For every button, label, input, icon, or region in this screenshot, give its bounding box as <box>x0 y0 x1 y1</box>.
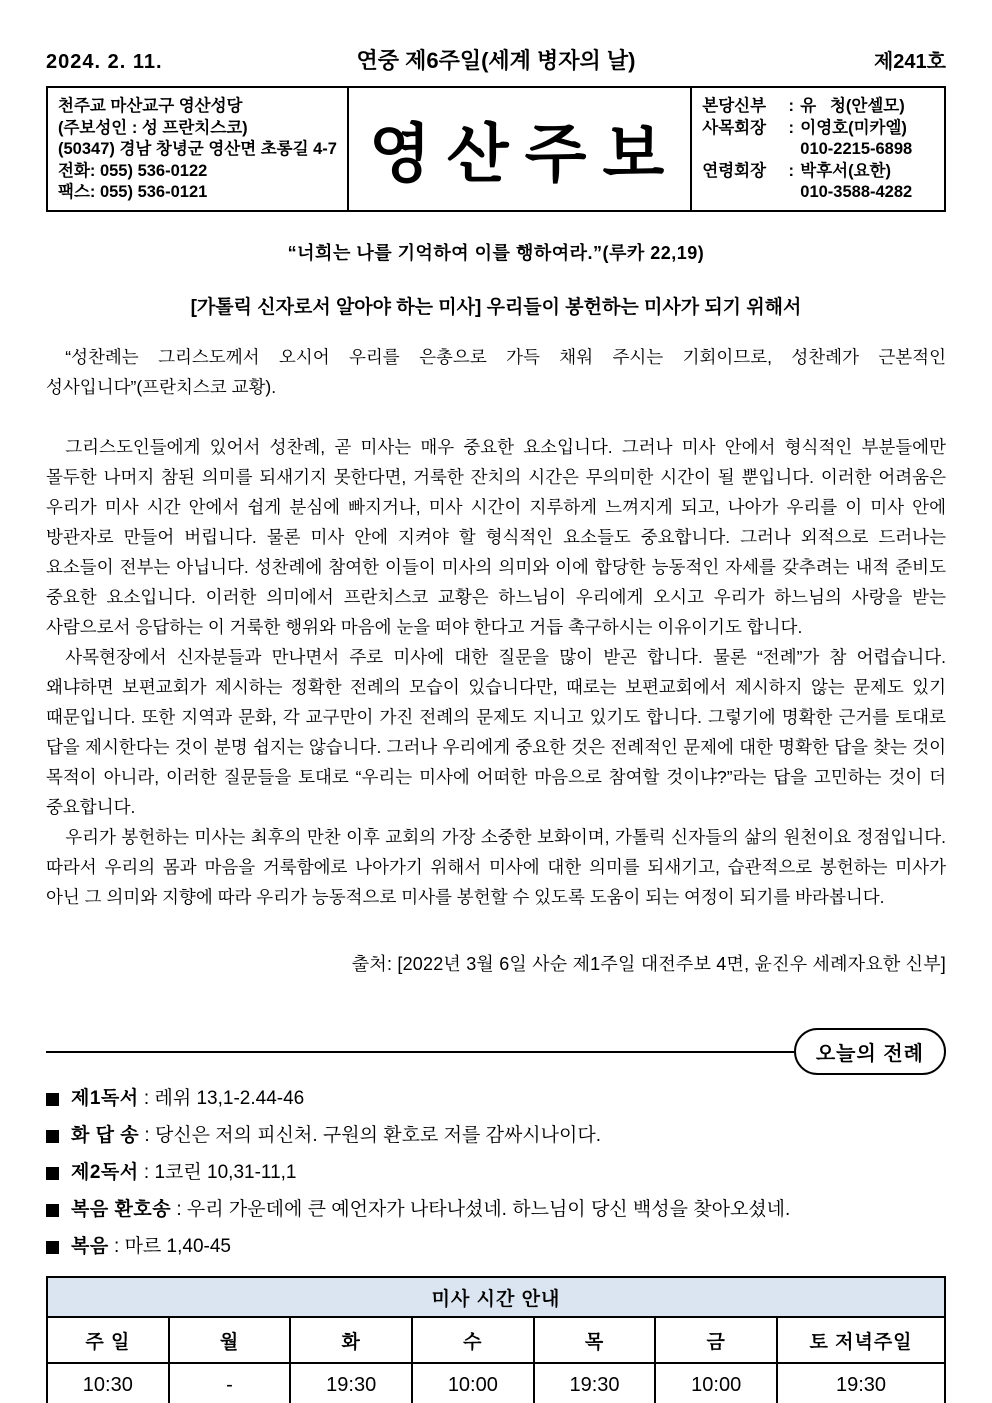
liturgy-text: 마르 1,40-45 <box>124 1236 231 1257</box>
time-cell: 19:30 <box>534 1363 656 1403</box>
contact-label: 사목회장 <box>702 118 767 137</box>
page-date: 2024. 2. 11. <box>46 51 163 73</box>
today-liturgy-badge: 오늘의 전례 <box>794 1028 946 1075</box>
contact-value: 박후서(요한) <box>800 161 891 180</box>
liturgy-label: 화 답 송 <box>71 1125 140 1146</box>
contact-label <box>702 139 782 161</box>
liturgy-label: 제2독서 <box>71 1162 139 1183</box>
contact-value: 이영호(미카엘) <box>800 118 907 137</box>
day-header-cell: 화 <box>290 1317 412 1363</box>
contact-row <box>702 96 934 118</box>
divider-line <box>46 1051 794 1053</box>
contact-sep <box>782 139 800 161</box>
schedule-title-row <box>47 1277 945 1317</box>
contact-value: 유 청(안셀모) <box>800 97 905 115</box>
source-line: 출처: [2022년 3월 6일 사순 제1주일 대전주보 4면, 윤진우 세례자요한 신부] <box>351 954 946 974</box>
time-cell: 19:30 <box>290 1363 412 1403</box>
bulletin-logo: 영산주보 <box>368 117 681 192</box>
day-header-cell: 금 <box>655 1317 777 1363</box>
square-bullet-icon <box>46 1130 59 1143</box>
liturgy-separator: : <box>108 1236 125 1257</box>
liturgy-text: 당신은 저의 피신처. 구원의 환호로 저를 감싸시나이다. <box>154 1125 601 1146</box>
square-bullet-icon <box>46 1241 59 1254</box>
contact-row <box>702 182 934 204</box>
contact-label <box>702 182 782 204</box>
liturgy-item <box>46 1086 946 1112</box>
church-name: 천주교 마산교구 영산성당 <box>58 97 243 115</box>
schedule-times-row <box>47 1363 945 1403</box>
time-cell: 10:30 <box>47 1363 169 1403</box>
church-fax: 팩스: 055) 536-0121 <box>58 183 208 201</box>
time-cell: 10:00 <box>412 1363 534 1403</box>
liturgy-separator: : <box>171 1199 187 1220</box>
issue-number: 제241호 <box>873 51 946 73</box>
contacts-info <box>692 88 944 210</box>
masthead-box <box>46 86 946 212</box>
page-title: 연중 제6주일(세계 병자의 날) <box>356 48 636 73</box>
contact-sep: : <box>788 118 795 137</box>
liturgy-item <box>46 1123 946 1149</box>
liturgy-list <box>46 1086 946 1260</box>
bulletin-logo-cell <box>347 88 692 210</box>
contact-sep: : <box>788 97 795 115</box>
day-header-cell: 주 일 <box>47 1317 169 1363</box>
schedule-title: 미사 시간 안내 <box>47 1277 945 1317</box>
scripture-quote: “너희는 나를 기억하여 이를 행하여라.”(루카 22,19) <box>287 243 705 263</box>
mass-schedule-table <box>46 1276 946 1403</box>
liturgy-text: 1코린 10,31-11,1 <box>154 1162 297 1183</box>
contact-sep: : <box>788 161 795 180</box>
top-line <box>46 44 946 75</box>
liturgy-item <box>46 1234 946 1260</box>
day-header-cell: 수 <box>412 1317 534 1363</box>
day-header-cell: 토 저녁주일 <box>777 1317 945 1363</box>
article-body <box>46 342 946 912</box>
contact-label: 연령회장 <box>702 161 767 180</box>
contact-sep <box>782 182 800 204</box>
contact-value: 010-2215-6898 <box>800 140 913 158</box>
time-cell: - <box>169 1363 291 1403</box>
paragraph: 사목현장에서 신자분들과 만나면서 주로 미사에 대한 질문을 많이 받곤 합니다. 물론 “전례”가 참 어렵습니다. 왜냐하면 보편교회가 제시하는 정확한 전례의 모습이 있습니다만, 때로는 보편교회에서 제시하지 않는 문제도 있기 때문입니다. 또한 지역과 문화, 각 교구만이 가진 전례의 문제도 지니고 있기도 합니다. 그렇기에 명확한 근거를 토대로 답을 제시한다는 것이 분명 쉽지는 않습니다. 그러나 우리에게 중요한 것은 전례적인 문제에 대한 명확한 답을 찾는 것이 목적이 아니라, 이러한 질문들을 토대로 “우리는 미사에 어떠한 마음으로 참여할 것이냐?”라는 답을 고민하는 것이 더 중요합니다. <box>46 647 946 817</box>
liturgy-text: 우리 가운데에 큰 예언자가 나타나셨네. 하느님이 당신 백성을 찾아오셨네. <box>186 1199 791 1220</box>
liturgy-separator: : <box>138 1088 155 1109</box>
liturgy-item <box>46 1197 946 1223</box>
paragraph: “성찬례는 그리스도께서 오시어 우리를 은총으로 가득 채워 주시는 기회이므로, 성찬례가 근본적인 성사입니다”(프란치스코 교황). <box>46 347 946 397</box>
church-phone: 전화: 055) 536-0122 <box>58 161 208 180</box>
square-bullet-icon <box>46 1204 59 1217</box>
day-header-cell: 월 <box>169 1317 291 1363</box>
liturgy-divider <box>46 1028 946 1075</box>
day-header-cell: 목 <box>534 1317 656 1363</box>
liturgy-label: 복음 환호송 <box>71 1199 172 1220</box>
article-heading: [가톨릭 신자로서 알아야 하는 미사] 우리들이 봉헌하는 미사가 되기 위해서 <box>190 297 802 318</box>
contact-value: 010-3588-4282 <box>800 183 913 201</box>
contact-row <box>702 118 934 140</box>
church-info <box>48 88 347 210</box>
liturgy-separator: : <box>139 1125 155 1146</box>
mass-schedule <box>46 1276 946 1403</box>
square-bullet-icon <box>46 1167 59 1180</box>
time-cell: 10:00 <box>655 1363 777 1403</box>
time-cell: 19:30 <box>777 1363 945 1403</box>
contact-row <box>702 139 934 161</box>
schedule-days-row <box>47 1317 945 1363</box>
paragraph: 우리가 봉헌하는 미사는 최후의 만찬 이후 교회의 가장 소중한 보화이며, 가톨릭 신자들의 삶의 원천이요 정점입니다. 따라서 우리의 몸과 마음을 거룩함에로 나아가기 위해서 미사에 대한 의미를 되새기고, 습관적으로 봉헌하는 미사가 아닌 그 의미와 지향에 따라 우리가 능동적으로 미사를 봉헌할 수 있도록 도움이 되는 여정이 되기를 바라봅니다. <box>46 827 946 907</box>
patron-saint: (주보성인 : 성 프란치스코) <box>58 118 248 137</box>
square-bullet-icon <box>46 1093 59 1106</box>
church-address: (50347) 경남 창녕군 영산면 초롱길 4-7 <box>58 140 337 158</box>
contact-row <box>702 161 934 183</box>
liturgy-item <box>46 1160 946 1186</box>
liturgy-label: 제1독서 <box>71 1088 139 1109</box>
liturgy-label: 복음 <box>71 1236 109 1257</box>
contact-label: 본당신부 <box>702 97 767 115</box>
liturgy-text: 레위 13,1-2.44-46 <box>154 1088 305 1109</box>
paragraph: 그리스도인들에게 있어서 성찬례, 곧 미사는 매우 중요한 요소입니다. 그러나 미사 안에서 형식적인 부분들에만 몰두한 나머지 참된 의미를 되새기지 못한다면, 거룩한 잔치의 시간은 무의미한 시간이 될 뿐입니다. 이러한 어려움은 우리가 미사 시간 안에서 쉽게 분심에 빠지거나, 미사 시간이 지루하게 느껴지게 되고, 나아가 우리를 이 미사 안에 방관자로 만들어 버립니다. 물론 미사 안에 지켜야 할 형식적인 요소들도 중요합니다. 그러나 외적으로 드러나는 요소들이 전부는 아닙니다. 성찬례에 참여한 이들이 미사의 의미와 이에 합당한 능동적인 자세를 갖추려는 내적 준비도 중요한 요소입니다. 이러한 의미에서 프란치스코 교황은 하느님이 우리에게 오시고 우리가 하느님의 사랑을 받는 사람으로서 응답하는 이 거룩한 행위와 마음에 눈을 떠야 한다고 거듭 촉구하시는 이유이기도 합니다. <box>46 437 946 637</box>
liturgy-separator: : <box>138 1162 155 1183</box>
